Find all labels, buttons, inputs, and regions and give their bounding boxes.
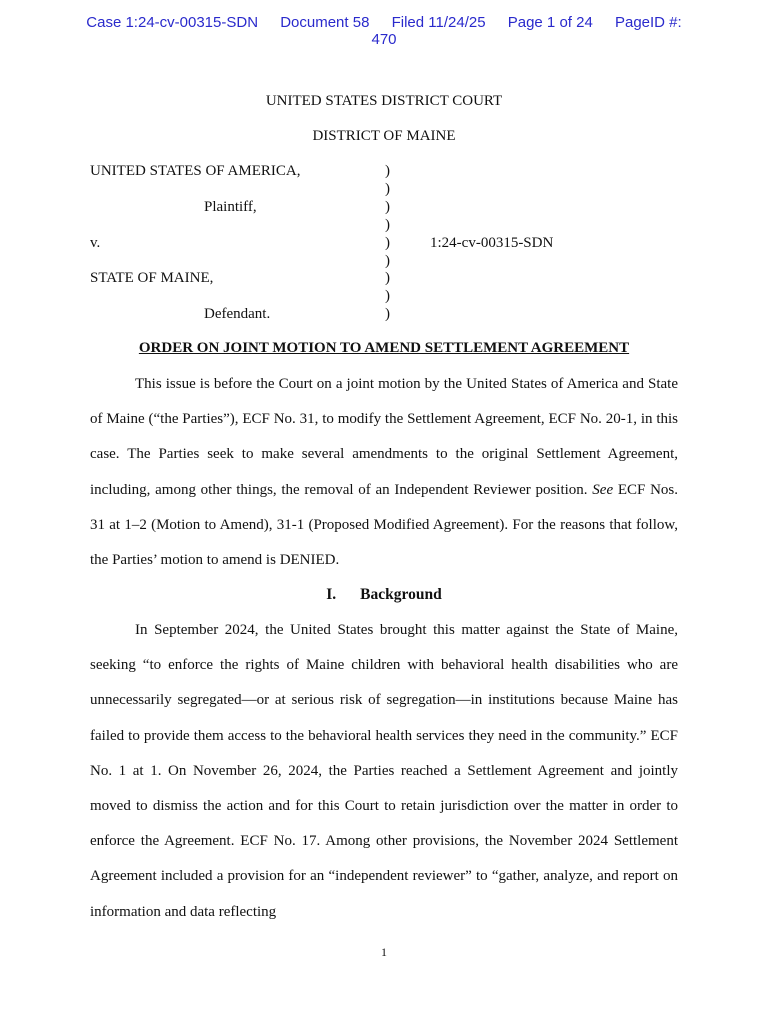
section-number: I.	[326, 586, 337, 603]
stamp-filed-date: Filed 11/24/25	[391, 14, 486, 31]
section-heading	[0, 585, 768, 605]
defendant-name: STATE OF MAINE,	[90, 270, 214, 286]
case-number: 1:24-cv-00315-SDN	[430, 235, 554, 251]
stamp-document-number: Document 58	[280, 14, 370, 31]
intro-text-part1: This issue is before the Court on a joint motion by the United States of America and State of Maine (“the Parties”), ECF No. 31, to modify the Settlement Agreement, ECF No. 20-1, in this case. The Parties seek to make several amendments to the original Settlement Agreement, including, among other things, the removal of an Independent Reviewer position.	[90, 376, 678, 498]
page-number: 1	[381, 945, 387, 959]
intro-text-part2: ECF Nos. 31 at 1–2 (Motion to Amend), 31-1 (Proposed Modified Agreement). For the reasons that follow, the Parties’ motion to amend is DENIED.	[90, 481, 678, 569]
court-district: DISTRICT OF MAINE	[312, 128, 456, 144]
caption-paren: )	[385, 270, 390, 286]
plaintiff-name: UNITED STATES OF AMERICA,	[90, 163, 301, 179]
stamp-page-count: Page 1 of 24	[507, 14, 593, 31]
ecf-header-stamp	[0, 14, 768, 48]
case-caption	[90, 162, 690, 332]
section-title: Background	[360, 586, 442, 603]
stamp-pageid-label: PageID #:	[614, 14, 682, 31]
versus: v.	[90, 235, 101, 251]
intro-paragraph	[90, 367, 678, 578]
order-title: ORDER ON JOINT MOTION TO AMEND SETTLEMENT AGREEMENT	[138, 340, 630, 356]
stamp-case-number: Case 1:24-cv-00315-SDN	[86, 14, 259, 31]
background-paragraph: In September 2024, the United States brought this matter against the State of Maine, seeking “to enforce the rights of Maine children with behavioral health disabilities who are unnecessarily segregated—or at serious risk of segregation—in institutions because Maine has failed to provide them access to the behavioral health services they need in the community.” ECF No. 1 at 1. On November 26, 2024, the Parties reached a Settlement Agreement and jointly moved to dismiss the action and for this Court to retain jurisdiction over the matter in order to enforce the Agreement. ECF No. 17. Among other provisions, the November 2024 Settlement Agreement included a provision for an “independent reviewer” to “gather, analyze, and report on information and data reflecting	[90, 622, 678, 920]
caption-paren: )	[385, 199, 390, 215]
caption-paren: )	[385, 163, 390, 179]
caption-paren: )	[385, 253, 390, 269]
caption-paren: )	[385, 181, 390, 197]
caption-paren: )	[385, 306, 390, 322]
stamp-pageid-number: 470	[371, 31, 397, 48]
defendant-role: Defendant.	[204, 306, 271, 322]
caption-paren: )	[385, 217, 390, 233]
plaintiff-role: Plaintiff,	[204, 199, 257, 215]
caption-paren: )	[385, 235, 390, 251]
citation-signal: See	[592, 481, 614, 498]
court-name: UNITED STATES DISTRICT COURT	[265, 93, 503, 109]
caption-paren: )	[385, 288, 390, 304]
